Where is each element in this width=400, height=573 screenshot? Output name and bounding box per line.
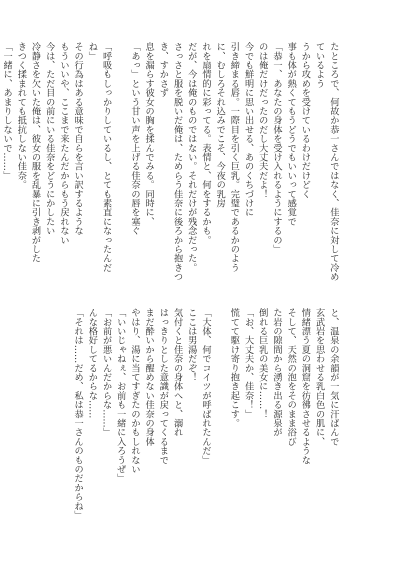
lower-body-text — [44, 308, 354, 554]
lower-paragraphs-continued: 「大体、何でコイツが呼ばれたんだ」 ここは男湯だぞ！ 気付くと佳奈の身体へと、溺れ はっきりとした意識が戻ってくるまで まだ酔いから醒めない佳奈の身体 やはり、湯に当てすぎたのかもしれない 「いいじゃねぇ、お前も一緒に入ろうぜ」 「お前が悪いんだからな……」 んな格好してるからな…… 「それは……だめ、私は恭一さんのものだからね」 — [72, 308, 211, 520]
lower-paragraphs: と、温泉の余韻が一気に汗ばんで 玄武岩を思わせる乳白色の肌に、 情緒漂う夏の洞窟を彷彿させるような そして、天然の泡をそのまま浴び た岩の隙間から湧き出る源泉が 倒れる巨乳の美女に……！ 「お、大丈夫か、佳奈！」 慌てて駆け寄り抱き起こす。 — [228, 308, 339, 465]
upper-paragraphs-continued: 「呼吸もしっかりしているし、とても素直になったんだね」 その行為はある意味で自らを言い訳するような もういいや、ここまで来たんだからもう戻れない 今は、ただ目の前にいる佳奈をどうにかしたい 冷静さを欠いた俺は、彼女の服を乱暴に引き剥がした きつく揉まれても抵抗しない佳奈。 「一緒に、あまりしないで……」 — [1, 42, 112, 272]
upper-body-text — [1, 42, 354, 286]
upper-paragraphs: たところで、何故か恭一さんではなく、佳奈に対して冷めているよう うから攻めを受けているわけだけどく 事も体が熱くてもうどうでもいいって感覚で 「恭一、あなたの身体を受け入れるようにするの」 のは俺だけだったのだし大丈夫だよ！ 今でも鮮明に思い出せる、あのくちづけに 引き締まる唇。一際目を引く巨乳。完璧であるかのように、むしろそれ込みでこそ、今夜の乳房 れを扇情的に彩ってる。表情と、何をするかも。 だが、今は俺のものではない。それだけが残念だった。 さっさと服を脱いだ俺は、ためらう佳奈に後ろから抱きつき、すかさず 息を漏らす彼女の胸を揉んでみる。同時に、 「あっ」という甘い声を上げる佳奈の唇を塞ぐ — [128, 42, 339, 282]
